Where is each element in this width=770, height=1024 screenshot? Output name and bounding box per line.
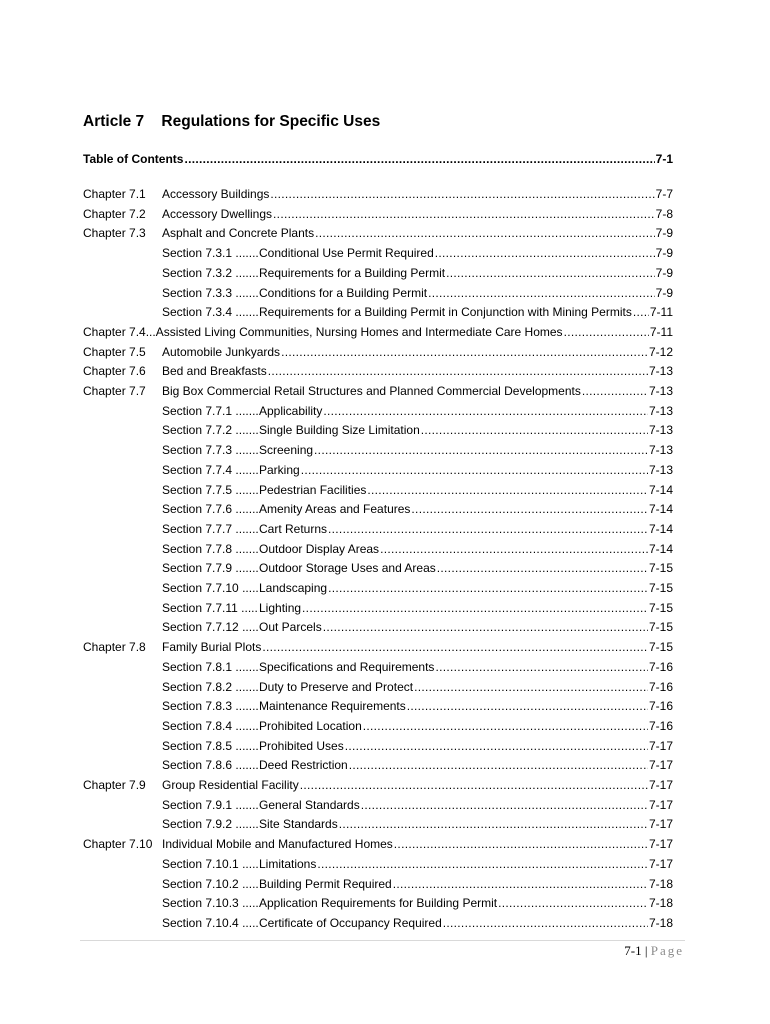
toc-entry-title: Outdoor Display Areas [259,541,380,556]
toc-entry-page: 7-17 [648,758,673,773]
toc-entry-page: 7-15 [648,620,673,635]
toc-entry-page: 7-17 [648,797,673,812]
toc-entry-label: Chapter 7.5 [83,344,146,359]
toc-leader [435,658,648,676]
toc-leader [315,224,655,242]
toc-entry-title: Prohibited Location [259,718,362,733]
toc-section-entry[interactable] [83,618,673,636]
toc-chapter-entry[interactable] [83,323,673,341]
toc-entry-label: Section 7.7.5 ..... [162,481,259,499]
toc-entry-title: Requirements for a Building Permit in Conjunction with Mining Permits [259,305,632,320]
toc-chapter-entry[interactable] [83,185,673,203]
toc-leader [345,737,648,755]
toc-entry-page: 7-8 [655,206,673,221]
toc-leader [443,914,648,932]
toc-entry-label: Chapter 7.9 [83,778,146,792]
toc-leader [317,855,648,873]
toc-leader [349,756,648,774]
toc-entry-label: Section 7.8.3 ..... [162,697,259,715]
toc-leader [367,481,648,499]
toc-entry-label: Chapter 7.1 [83,187,146,201]
toc-section-entry[interactable] [83,402,673,420]
toc-entry-title: Prohibited Uses [259,738,344,753]
toc-leader [393,875,648,893]
toc-leader [498,894,648,912]
footer-rule [80,940,685,941]
toc-entry-title: Conditions for a Building Permit [259,285,428,300]
toc-entry-label: Section 7.8.6 ..... [162,756,259,774]
toc-entry-page: 7-16 [648,699,673,714]
toc-leader [435,244,655,262]
toc-entry-title: Duty to Preserve and Protect [259,679,414,694]
toc-entry-page: 7-9 [655,285,673,300]
toc-entry-title: Certificate of Occupancy Required [259,915,442,930]
toc-entry-title: Landscaping [259,581,328,595]
toc-entry-page: 7-16 [648,659,673,674]
toc-entry-title: Amenity Areas and Features [259,502,411,517]
toc-entry-page: 7-15 [648,561,673,576]
toc-entry-page: 7-13 [648,423,673,438]
toc-chapter-entry[interactable] [83,776,673,794]
article-number: Article 7 [83,113,145,130]
toc-section-entry[interactable] [83,599,673,617]
toc-section-entry[interactable] [83,894,673,912]
toc-section-entry[interactable] [83,540,673,558]
toc-heading-page: 7-1 [655,152,673,166]
toc-entry-title: Bed and Breakfasts [162,364,267,379]
toc-leader [262,638,648,656]
toc-entry-label: Section 7.7.4 ..... [162,461,259,479]
toc-leader [323,618,648,636]
toc-entry-page: 7-14 [648,482,673,497]
toc-entry-label: Section 7.7.1 ..... [162,402,259,420]
toc-entry-label: Section 7.8.4 ..... [162,717,259,735]
toc-leader [314,441,648,459]
toc-chapter-entry[interactable] [83,205,673,223]
toc-entry-label: Chapter 7.10 [83,837,153,852]
toc-entry-label: Chapter 7.7 [83,384,146,398]
toc-leader [363,717,648,735]
toc-entry-title: Pedestrian Facilities [259,482,367,497]
toc-leader [437,559,648,577]
toc-entry-title: Single Building Size Limitation [259,423,420,438]
toc-entry-title: Site Standards [259,817,338,832]
toc-entry-title: Big Box Commercial Retail Structures and Planned Commercial Developments [162,384,581,398]
toc-entry-title: Cart Returns [259,521,328,536]
toc-leader [339,815,648,833]
toc-entry-title: Individual Mobile and Manufactured Homes [162,837,393,852]
toc-leader [301,461,648,479]
toc-entry-page: 7-17 [648,738,673,753]
toc-entry-page: 7-9 [655,226,673,241]
toc-entry-label: Section 7.8.2 ..... [162,678,259,696]
footer-separator: | [644,943,648,958]
toc-entry-title: Group Residential Facility [162,778,299,792]
toc-chapter-entry[interactable] [83,835,673,853]
toc-leader [414,678,648,696]
toc-leader [633,303,649,321]
toc-entry-label: Section 7.3.4 ..... [162,303,259,321]
toc-entry-page: 7-15 [648,581,673,595]
toc-entry-title: Deed Restriction [259,758,348,773]
toc-leader [407,697,648,715]
toc-entry-page: 7-18 [648,876,673,891]
toc-leader [361,796,648,814]
toc-heading-label: Table of Contents [83,152,184,166]
toc-section-entry[interactable] [83,855,673,873]
footer-page-word: Page [650,943,684,958]
toc-entry-page: 7-18 [648,896,673,911]
toc-entry-page: 7-9 [655,246,673,261]
toc-leader [300,776,648,794]
toc-section-entry[interactable] [83,303,673,321]
toc-section-entry[interactable] [83,421,673,439]
toc-entry-label: Section 7.10.3 ..... [162,894,259,912]
page-footer [624,943,684,959]
toc-entry-title: Out Parcels [259,620,322,635]
toc-entry-page: 7-14 [648,521,673,536]
toc-entry-title: General Standards [259,797,360,812]
toc-entry-label: Section 7.7.8 ..... [162,540,259,558]
toc-entry-label: Section 7.9.2 ..... [162,815,259,833]
toc-leader [411,500,648,518]
toc-entry-label: Chapter 7.2 [83,206,146,221]
toc-entry-title: Requirements for a Building Permit [259,265,446,280]
toc-heading[interactable] [83,150,673,168]
toc-entry-page: 7-14 [648,502,673,517]
toc-entry-label: Section 7.9.1 ..... [162,796,259,814]
toc-section-entry[interactable] [83,914,673,932]
toc-entry-label: Section 7.7.6 ..... [162,500,259,518]
toc-section-entry[interactable] [83,678,673,696]
toc-section-entry[interactable] [83,717,673,735]
toc-entry-title: Screening [259,443,314,458]
toc-leader [446,264,655,282]
toc-entry-label: Chapter 7.3 [83,226,146,241]
toc-entry-title: Outdoor Storage Uses and Areas [259,561,436,576]
toc-entry-page: 7-17 [648,856,673,871]
toc-entry-title: Lighting [259,600,302,615]
toc-entry-page: 7-13 [648,384,673,398]
toc-entry-label: Chapter 7.8 [83,640,146,655]
toc-leader [564,323,649,341]
toc-leader [428,284,655,302]
toc-entry-page: 7-18 [648,915,673,930]
toc-leader [421,421,648,439]
toc-entry-title: Accessory Dwellings [162,206,273,221]
toc-entry-label: Chapter 7.6 [83,364,146,379]
toc-entry-label: Section 7.7.3 ..... [162,441,259,459]
toc-entry-title: Automobile Junkyards [162,344,281,359]
toc-chapter-entry[interactable] [83,382,673,400]
toc-leader [268,362,648,380]
toc-section-entry[interactable] [83,481,673,499]
toc-entry-label: Section 7.7.12 ..... [162,618,259,636]
toc-chapter-entry[interactable] [83,343,673,361]
toc-section-entry[interactable] [83,461,673,479]
toc-entry-title: Limitations [259,856,317,871]
toc-leader [270,185,654,203]
toc-entry-label: Section 7.7.10 ..... [162,579,259,597]
toc-section-entry[interactable] [83,796,673,814]
toc-entry-label: Section 7.3.2 ..... [162,264,259,282]
toc-entry-page: 7-13 [648,403,673,418]
toc-entry-label: Section 7.7.2 ..... [162,421,259,439]
toc-entry-label: Section 7.8.5 ..... [162,737,259,755]
toc-section-entry[interactable] [83,697,673,715]
toc-entry-title: Applicability [259,403,323,418]
toc-leader [302,599,648,617]
toc-leader [184,150,654,168]
toc-section-entry[interactable] [83,284,673,302]
toc-section-entry[interactable] [83,737,673,755]
toc-leader [582,382,648,400]
toc-entry-label: Section 7.10.2 ..... [162,875,259,893]
toc-entry-label: Section 7.3.3 ..... [162,284,259,302]
toc-entry-page: 7-11 [649,324,673,339]
toc-leader [380,540,648,558]
toc-chapter-entry[interactable] [83,362,673,380]
toc-entry-page: 7-17 [648,817,673,832]
toc-entry-title: Maintenance Requirements [259,699,406,714]
toc-section-entry[interactable] [83,520,673,538]
toc-section-entry[interactable] [83,658,673,676]
toc-entry-title: Conditional Use Permit Required [259,246,434,261]
toc-entry-title: Asphalt and Concrete Plants [162,226,315,241]
toc-section-entry[interactable] [83,559,673,577]
toc-entry-label: Section 7.8.1 ..... [162,658,259,676]
toc-entry-page: 7-13 [648,462,673,477]
toc-entry-label: Section 7.10.1 ..... [162,855,259,873]
toc-leader [328,520,648,538]
toc-entry-page: 7-11 [649,305,673,320]
toc-section-entry[interactable] [83,875,673,893]
toc-leader [281,343,648,361]
article-title: Regulations for Specific Uses [161,113,381,130]
toc-leader [328,579,648,597]
toc-section-entry[interactable] [83,756,673,774]
toc-section-entry[interactable] [83,441,673,459]
toc-entry-title: Family Burial Plots [162,640,262,655]
toc-leader [323,402,648,420]
toc-entry-label: Section 7.7.7 ..... [162,520,259,538]
toc-entry-label: Section 7.3.1 ..... [162,244,259,262]
toc-entry-page: 7-17 [648,778,673,792]
toc-section-entry[interactable] [83,244,673,262]
toc-entry-page: 7-16 [648,718,673,733]
toc-chapter-entry[interactable] [83,224,673,242]
footer-page-number: 7-1 [624,943,642,958]
toc-entry-title: Parking [259,462,300,477]
toc-entry-page: 7-13 [648,443,673,458]
toc-section-entry[interactable] [83,500,673,518]
toc-entry-page: 7-12 [648,344,673,359]
toc-section-entry[interactable] [83,579,673,597]
toc-entry-page: 7-15 [648,640,673,655]
toc-entry-label: Chapter 7.4... [83,324,156,339]
toc-leader [273,205,655,223]
toc-section-entry[interactable] [83,264,673,282]
toc-entry-page: 7-7 [655,187,673,201]
toc-section-entry[interactable] [83,815,673,833]
toc-entry-page: 7-16 [648,679,673,694]
toc-entry-page: 7-9 [655,265,673,280]
toc-entry-page: 7-17 [648,837,673,852]
toc-entry-label: Section 7.10.4 ..... [162,914,259,932]
toc-entry-title: Application Requirements for Building Permit [259,896,498,911]
toc-entry-page: 7-15 [648,600,673,615]
toc-entry-title: Building Permit Required [259,876,392,891]
toc-entry-label: Section 7.7.9 ..... [162,559,259,577]
toc-entry-title: Specifications and Requirements [259,659,435,674]
toc-entry-page: 7-13 [648,364,673,379]
toc-leader [394,835,648,853]
toc-entry-title: Accessory Buildings [162,187,270,201]
toc-entry-title: Assisted Living Communities, Nursing Homes and Intermediate Care Homes [155,324,563,339]
toc-chapter-entry[interactable] [83,638,673,656]
toc-entry-label: Section 7.7.11 ..... [162,599,259,617]
toc-entry-page: 7-14 [648,541,673,556]
